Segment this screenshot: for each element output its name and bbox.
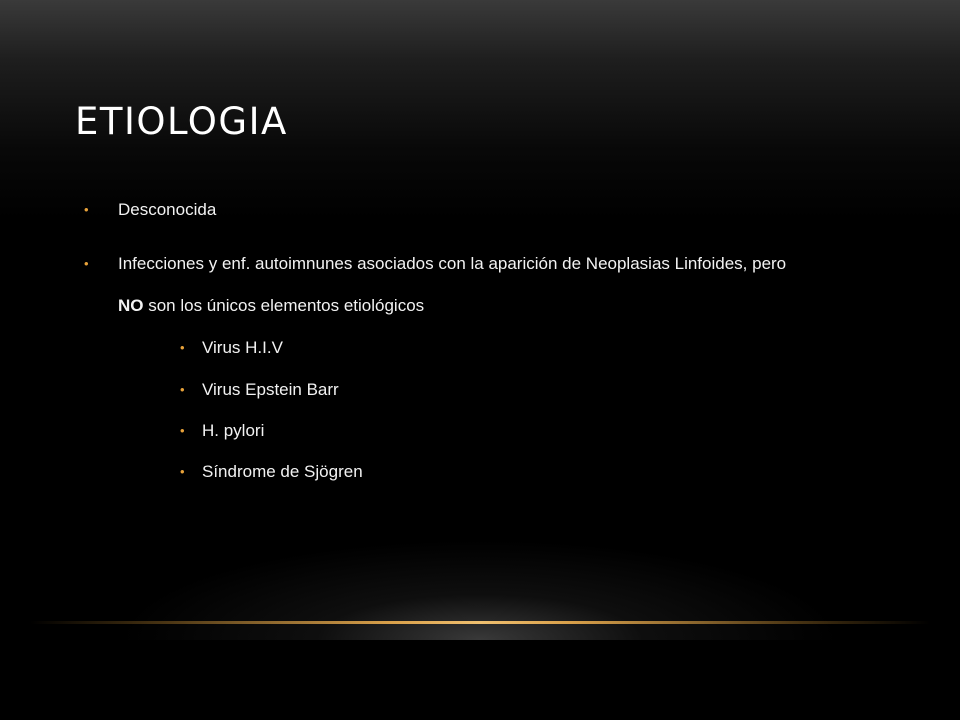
bullet-infecciones-line1: Infecciones y enf. autoimnunes asociados con la aparición de Neoplasias Linfoides, pero bbox=[118, 254, 787, 273]
bullet-infecciones-line2-rest: son los únicos elementos etiológicos bbox=[143, 296, 425, 315]
sub-bullet-h-pylori: H. pylori bbox=[202, 421, 265, 440]
sub-bullet-sjogren: Síndrome de Sjögren bbox=[202, 462, 363, 481]
bottom-glow bbox=[0, 500, 960, 640]
sub-bullet-dot: • bbox=[180, 340, 185, 355]
emphasis-no: NO bbox=[118, 296, 144, 315]
slide-title: ETIOLOGIA bbox=[75, 100, 288, 143]
bullet-dot: • bbox=[84, 256, 89, 271]
sub-bullet-hiv: Virus H.I.V bbox=[202, 338, 283, 357]
bullet-desconocida: Desconocida bbox=[118, 200, 217, 219]
sub-bullet-dot: • bbox=[180, 382, 185, 397]
sub-bullet-epstein-barr: Virus Epstein Barr bbox=[202, 380, 339, 399]
sub-bullet-dot: • bbox=[180, 464, 185, 479]
sub-bullet-dot: • bbox=[180, 423, 185, 438]
horizon-line bbox=[30, 621, 930, 624]
bullet-dot: • bbox=[84, 202, 89, 217]
bullet-infecciones-line2 bbox=[118, 296, 424, 316]
